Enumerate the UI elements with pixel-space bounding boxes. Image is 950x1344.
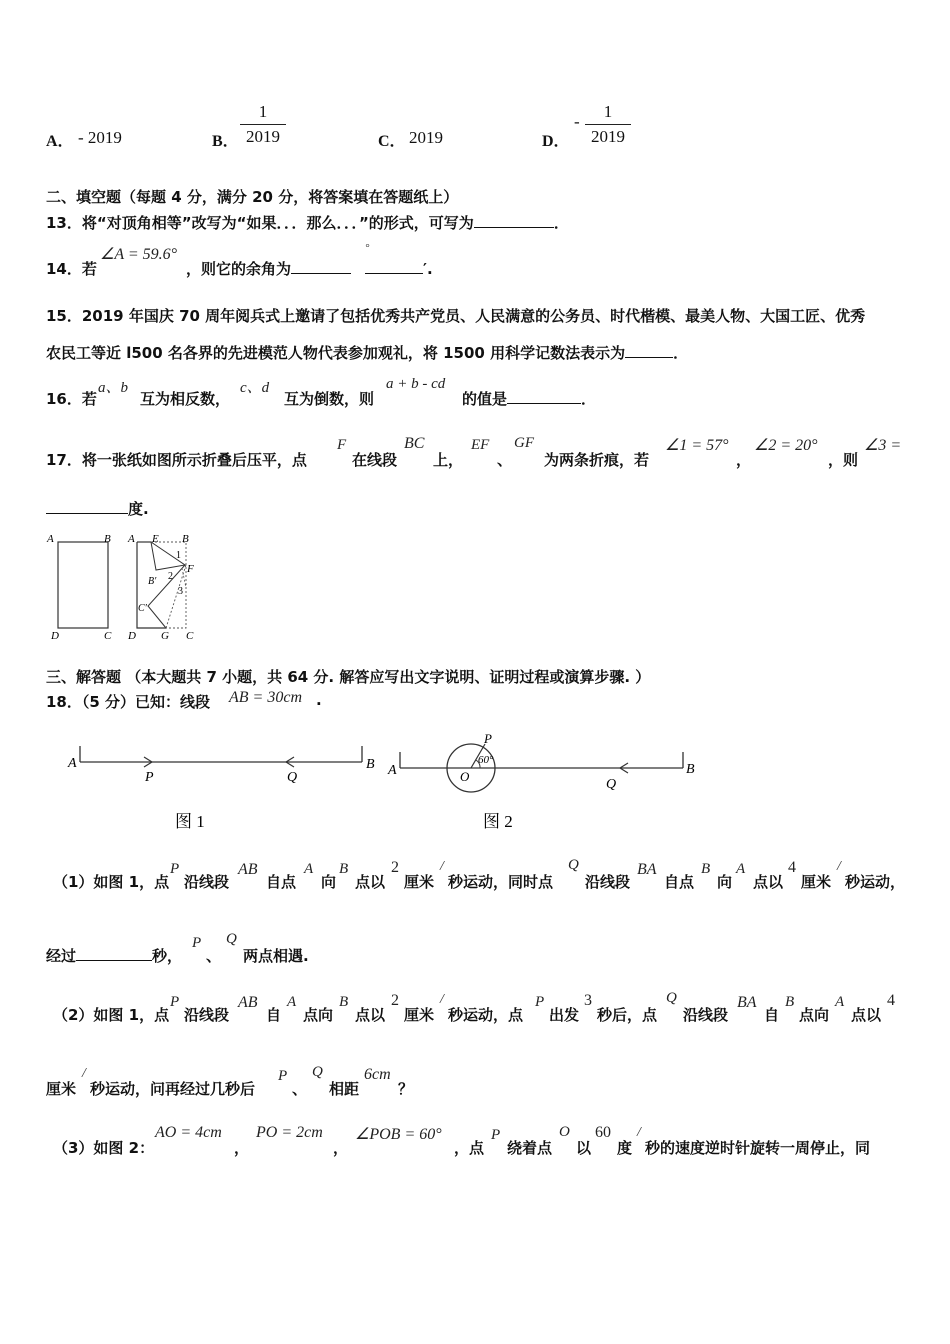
q17-left-label-b: B (104, 533, 111, 545)
q17-right-label-g: G (161, 630, 169, 642)
q18-2-text-1: （2）如图 1，点 (53, 1006, 170, 1024)
q18-1-answer-blank (76, 960, 152, 961)
q18-2-text-5: 点以 (355, 1006, 386, 1024)
q18-1-q-2: Q (226, 931, 237, 947)
q18-fig2-label-p: P (484, 731, 492, 746)
option-a-value: - 2019 (78, 128, 122, 147)
q17-text-5: ，则 (828, 451, 859, 469)
option-b-label: B． (212, 133, 239, 150)
q13-answer-blank (474, 227, 554, 228)
q18-3-comma-2: ， (333, 1139, 349, 1157)
q17-separator: 、 (497, 451, 513, 469)
q15-answer-blank (625, 357, 673, 358)
q18-fig1-label-q: Q (287, 770, 298, 785)
q18-fig2-angle-label: 60° (478, 754, 494, 766)
option-d-fraction (585, 102, 631, 147)
q17-right-label-e: E (152, 533, 159, 545)
q18-3-text-4: 以 (576, 1139, 592, 1157)
q16-answer-blank (507, 403, 581, 404)
q16-text-2: 互为倒数，则 (284, 390, 375, 408)
q18-2-text-11: 自 (764, 1006, 780, 1024)
q14-number: 14．若 (46, 260, 97, 278)
q18-1-text-5: 点以 (355, 873, 386, 891)
q17-right-label-2: 2 (168, 571, 173, 582)
q18-2-a: A (287, 994, 297, 1010)
q17-right-label-f: F (187, 563, 194, 575)
q16-end: ． (581, 390, 597, 408)
q18-2-text-7: 秒运动，点 (448, 1006, 524, 1024)
q18-2-p-3: P (278, 1068, 288, 1084)
q18-1-text-1: （1）如图 1，点 (53, 873, 170, 891)
q18-3-text-3: 绕着点 (507, 1139, 553, 1157)
q18-3-comma-1: ， (234, 1139, 250, 1157)
q18-1-text-3: 自点 (266, 873, 297, 891)
q18-2-p-2: P (535, 994, 545, 1010)
q18-2-b: B (339, 994, 349, 1010)
q18-1-ba: BA (637, 861, 657, 878)
q18-1-text-10: 向 (717, 873, 733, 891)
q18-1-text-6: 厘米 (404, 873, 435, 891)
q18-fig2-caption: 图 2 (483, 812, 513, 831)
q18-1-b-2: B (701, 861, 711, 877)
q18-1-text-11: 点以 (753, 873, 784, 891)
q17-angle-1: ∠1 = 57° (665, 437, 729, 454)
option-d-denominator: 2019 (591, 127, 625, 146)
q17-angle-2: ∠2 = 20° (754, 437, 818, 454)
option-b-numerator: 1 (258, 102, 268, 121)
q17-left-label-c: C (104, 630, 112, 642)
q18-2-line2-b: 秒运动，问再经过几秒后 (90, 1080, 256, 1098)
q17-answer-blank (46, 513, 128, 514)
q17-left-label-a: A (47, 533, 54, 545)
question-13 (46, 212, 569, 233)
q18-2-speed-p: 2 (391, 992, 399, 1009)
q17-point-f: F (337, 437, 347, 453)
q18-3-formula-po: PO = 2cm (256, 1124, 323, 1141)
q18-3-slash: / (637, 1125, 641, 1140)
q18-2-q: Q (666, 990, 677, 1006)
q17-crease-gf: GF (514, 435, 534, 451)
q18-2-q-2: Q (312, 1064, 323, 1080)
q14-blank-degree (291, 273, 351, 274)
q18-1-text-9: 自点 (664, 873, 695, 891)
q18-1-line-2 (46, 945, 182, 966)
q18-1-line2-b: 秒， (152, 947, 183, 965)
q18-2-speed-q: 4 (887, 992, 895, 1009)
q18-1-speed-q: 4 (788, 859, 796, 876)
q18-2-text-12: 点向 (799, 1006, 830, 1024)
q17-angle-3: ∠3 = (864, 437, 902, 454)
q16-text-3: 的值是 (462, 390, 508, 408)
q15-end: ． (673, 344, 689, 362)
q17-line-2 (46, 498, 149, 519)
q14-formula: ∠A = 59.6° (100, 246, 178, 263)
q18-2-line2-c: 、 (292, 1080, 308, 1098)
q17-text-1: 17．将一张纸如图所示折叠后压平，点 (46, 451, 307, 469)
q18-1-ab: AB (238, 861, 258, 878)
option-d-label: D． (542, 133, 570, 150)
q18-2-text-3: 自 (266, 1006, 282, 1024)
section-2-heading: 二、填空题（每题 4 分，满分 20 分，将答案填在答题纸上） (46, 188, 459, 206)
q18-2-line2-e: ？ (398, 1080, 414, 1098)
q18-figure-1 (60, 730, 390, 840)
q18-fig2-label-o: O (460, 769, 470, 784)
q17-folding-figure (40, 528, 210, 644)
q17-right-label-c: C (186, 630, 194, 642)
q16-number: 16．若 (46, 390, 97, 408)
q17-crease-ef: EF (471, 437, 490, 453)
q18-3-p: P (491, 1127, 501, 1143)
q17-right-label-b: B (182, 533, 189, 545)
q18-1-line2-a: 经过 (46, 947, 77, 965)
q18-1-a-2: A (736, 861, 746, 877)
q18-2-slash-1: / (440, 992, 444, 1007)
option-c-value: 2019 (409, 128, 443, 147)
q18-1-a: A (304, 861, 314, 877)
q17-right-label-c-prime: C′ (138, 603, 147, 614)
q14-degree-mark: ° (365, 242, 370, 254)
q16-ab: a、b (98, 380, 129, 396)
q18-1-text-13: 秒运动， (845, 873, 906, 891)
q18-period: . (316, 691, 322, 709)
q18-1-slash-1: / (440, 859, 444, 874)
section-3-heading: 三、解答题 （本大题共 7 小题，共 64 分. 解答应写出文字说明、证明过程或演算步骤. ） (46, 668, 651, 686)
question-15 (46, 342, 688, 363)
q14-blank-minute (365, 273, 423, 274)
q18-2-text-8: 出发 (549, 1006, 580, 1024)
q15-line-1: 15．2019 年国庆 70 周年阅兵式上邀请了包括优秀共产党员、人民满意的公务员、时代楷模、最美人物、大国工匠、优秀 (46, 307, 866, 325)
q17-text-3: 上， (433, 451, 464, 469)
q16-expression: a + b - cd (386, 376, 446, 392)
q18-2-text-10: 沿线段 (683, 1006, 729, 1024)
q18-fig2-label-q: Q (606, 777, 617, 792)
option-d-sign: - (574, 112, 580, 131)
q18-1-line2-d: 两点相遇. (243, 947, 309, 965)
q14-mid: ，则它的余角为 (186, 260, 292, 278)
q18-figure-2 (380, 730, 710, 840)
q17-right-label-1: 1 (176, 550, 181, 561)
q17-text-4: 为两条折痕，若 (544, 451, 650, 469)
q18-3-text-5: 度 (617, 1139, 633, 1157)
q18-2-text-4: 点向 (303, 1006, 334, 1024)
q18-2-text-6: 厘米 (404, 1006, 435, 1024)
q16-cd: c、d (240, 380, 270, 396)
q15-line-2: 农民工等近 l500 名各界的先进模范人物代表参加观礼，将 1500 用科学记数法表示为 (46, 344, 626, 362)
q18-2-line2-a: 厘米 (46, 1080, 77, 1098)
option-b-fraction (240, 102, 286, 147)
q18-2-b-2: B (785, 994, 795, 1010)
option-c-label: C． (378, 133, 406, 150)
q18-2-delay: 3 (584, 992, 592, 1009)
q18-1-text-7: 秒运动，同时点 (448, 873, 554, 891)
q18-fig1-label-a: A (68, 756, 77, 771)
q13-text: 13．将“对顶角相等”改写为“如果．．．那么．．．”的形式，可写为 (46, 214, 474, 232)
q17-segment-bc: BC (404, 435, 425, 452)
q18-1-b: B (339, 861, 349, 877)
q18-2-text-13: 点以 (851, 1006, 882, 1024)
q18-1-speed-p: 2 (391, 859, 399, 876)
option-a-label: A． (46, 133, 74, 150)
option-b-denominator: 2019 (246, 127, 280, 146)
q17-comma: ， (736, 451, 752, 469)
q18-1-line2-c: 、 (206, 947, 222, 965)
q18-2-ab: AB (238, 994, 258, 1011)
q18-heading: 18．（5 分）已知：线段 (46, 693, 211, 711)
q17-right-label-d: D (128, 630, 136, 642)
q17-right-label-a: A (128, 533, 135, 545)
q18-2-slash-2: / (82, 1066, 86, 1081)
q18-2-ba: BA (737, 994, 757, 1011)
question-14 (186, 258, 433, 279)
q17-degree-text: 度. (128, 500, 149, 518)
q18-formula: AB = 30cm (229, 689, 302, 706)
q18-fig1-label-b: B (366, 757, 375, 772)
q18-fig1-label-p: P (145, 770, 154, 785)
q17-right-label-3: 3 (178, 586, 183, 597)
q18-3-o: O (559, 1124, 570, 1140)
q18-2-distance: 6cm (364, 1066, 391, 1083)
q18-1-slash-2: / (837, 859, 841, 874)
q17-left-label-d: D (51, 630, 59, 642)
q18-3-formula-ao: AO = 4cm (155, 1124, 222, 1141)
q18-1-q: Q (568, 857, 579, 873)
q17-right-label-b-prime: B′ (148, 576, 157, 587)
q18-2-text-2: 沿线段 (184, 1006, 230, 1024)
q18-2-text-9: 秒后，点 (597, 1006, 658, 1024)
q18-2-p: P (170, 994, 180, 1010)
q17-left-rectangle (58, 542, 108, 628)
q18-3-text-6: 秒的速度逆时针旋转一周停止，同 (645, 1139, 871, 1157)
q18-fig2-label-b: B (686, 762, 695, 777)
q16-text-1: 互为相反数， (140, 390, 231, 408)
q18-1-text-8: 沿线段 (585, 873, 631, 891)
q18-3-speed: 60 (595, 1124, 611, 1141)
q18-1-text-12: 厘米 (801, 873, 832, 891)
question-16 (462, 388, 596, 409)
q18-1-text-4: 向 (321, 873, 337, 891)
q18-2-line2-d: 相距 (329, 1080, 360, 1098)
q18-3-text-1: （3）如图 2： (53, 1139, 155, 1157)
q18-fig1-caption: 图 1 (175, 812, 205, 831)
q18-3-formula-angle: ∠POB = 60° (355, 1126, 442, 1143)
q17-text-2: 在线段 (352, 451, 398, 469)
q18-fig2-label-a: A (388, 763, 397, 778)
option-d-numerator: 1 (603, 102, 613, 121)
q18-2-a-2: A (835, 994, 845, 1010)
q18-1-text-2: 沿线段 (184, 873, 230, 891)
q18-1-p-2: P (192, 935, 202, 951)
q18-3-text-2: ，点 (454, 1139, 485, 1157)
q13-end: ． (553, 214, 569, 232)
q14-end: ′. (423, 260, 433, 278)
q18-1-p: P (170, 861, 180, 877)
